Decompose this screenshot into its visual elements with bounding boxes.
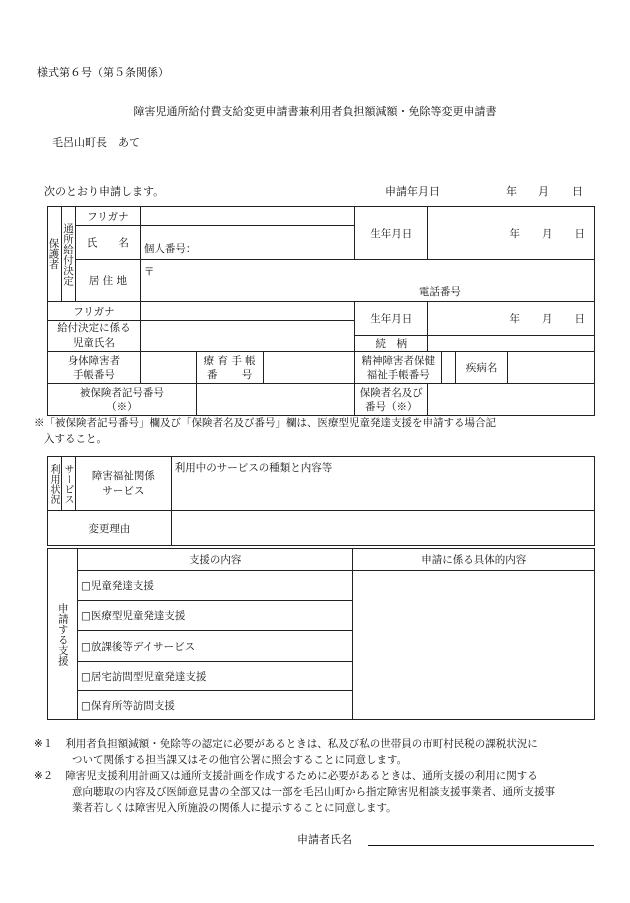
child-furigana-label: フリガナ (48, 302, 141, 321)
change-reason-label: 変更理由 (48, 511, 172, 546)
guardian-group-label: 保護者 (48, 207, 62, 302)
child-birth-month: 月 (542, 313, 553, 325)
guardian-subgroup-label: 通所給付決定 (61, 207, 75, 302)
child-birth-year: 年 (509, 313, 520, 325)
support-content-header: 支援の内容 (77, 549, 352, 571)
intro-text: 次のとおり申請します。 (44, 185, 165, 198)
application-year-label: 年 (506, 185, 517, 198)
page-title: 障害児通所給付費支給変更申請書兼利用者負担額減額・免除等変更申請書 (133, 105, 497, 118)
guardian-address-label: 居 住 地 (75, 260, 140, 302)
support-option-after-school-day-service[interactable]: □放課後等デイサービス (77, 631, 352, 662)
service-detail-field[interactable] (171, 457, 594, 511)
disease-label: 疾病名 (456, 352, 508, 384)
applicant-table (47, 206, 595, 416)
insurer-field[interactable] (428, 384, 595, 416)
note-2-mark: ※２ (34, 770, 54, 782)
disease-field[interactable] (508, 352, 595, 384)
child-relation-field[interactable] (428, 336, 595, 352)
change-reason-field[interactable] (171, 511, 594, 546)
child-name-field[interactable] (140, 321, 354, 352)
application-date-label: 申請年月日 (385, 185, 440, 198)
child-birth-day: 日 (574, 313, 585, 325)
support-detail-field[interactable] (353, 571, 595, 720)
guardian-birth-year: 年 (509, 227, 520, 240)
rehab-handbook-label: 療 育 手 帳 番 号 (196, 352, 263, 384)
guardian-my-number-label: 個人番号： (143, 243, 197, 255)
support-option-child-development[interactable]: □児童発達支援 (77, 571, 352, 601)
mental-handbook-field[interactable] (442, 352, 456, 384)
support-option-medical-child-development[interactable]: □医療型児童発達支援 (77, 601, 352, 631)
consent-note-1: ※１ 利用者負担額減額・免除等の認定に必要があるときは、私及び私の世帯員の市町村民税の課税状況に ついて関係する担当課又はその他官公署に照会することに同意します。 (34, 738, 538, 766)
postal-mark: 〒 (143, 266, 155, 278)
guardian-name-label: 氏 名 (75, 226, 140, 260)
support-table (47, 548, 595, 720)
addressee: 毛呂山町長 あて (52, 136, 140, 149)
support-option-nursery-visit[interactable]: □保育所等訪問支援 (77, 691, 352, 720)
insurance-note: ※「被保険者記号番号」欄及び「保険者名及び番号」欄は、医療型児童発達支援を申請する場合記 入すること。 (34, 417, 496, 445)
child-relation-label: 続 柄 (355, 336, 428, 352)
physical-handbook-field[interactable] (140, 352, 196, 384)
note-1-mark: ※１ (34, 738, 54, 750)
physical-handbook-label: 身体障害者 手帳番号 (48, 352, 141, 384)
application-day-label: 日 (572, 185, 583, 198)
child-birth-label: 生年月日 (355, 302, 428, 336)
guardian-furigana-field[interactable] (140, 207, 354, 226)
guardian-name-field[interactable] (140, 226, 354, 260)
guardian-phone-label: 電話番号 (418, 286, 461, 298)
welfare-service-label: 障害福祉関係 サービス (75, 457, 171, 511)
insured-number-label: 被保険者記号番号 （※） (48, 384, 197, 416)
support-detail-header: 申請に係る具体的内容 (353, 549, 595, 571)
mental-handbook-label: 精神障害者保健 福祉手帳番号 (355, 352, 442, 384)
service-detail-hint: 利用中のサービスの種類と内容等 (174, 462, 333, 474)
support-option-home-visit-child-development[interactable]: □居宅訪問型児童発達支援 (77, 662, 352, 691)
usage-inner-label: サービス (61, 457, 75, 511)
usage-outer-label: 利用状況 (48, 457, 62, 511)
form-number: 様式第６号（第５条関係） (37, 66, 169, 79)
insured-number-field[interactable] (196, 384, 355, 416)
usage-table (47, 456, 595, 546)
insurer-label: 保険者名及び 番号（※） (355, 384, 428, 416)
guardian-birth-field[interactable] (428, 207, 595, 260)
application-month-label: 月 (538, 185, 549, 198)
rehab-handbook-field[interactable] (263, 352, 355, 384)
signature-line[interactable] (368, 845, 594, 846)
signature-label: 申請者氏名 (297, 833, 352, 846)
consent-note-2: ※２ 障害児支援利用計画又は通所支援計画を作成するために必要があるときは、通所支援の利用に関する 意向聴取の内容及び医師意見書の全部又は一部を毛呂山町から指定障害児相談支援事業者、通所支援事 業者若しくは障害児入所施設の関係人に提示することに同意します。 (34, 770, 555, 814)
guardian-furigana-label: フリガナ (75, 207, 140, 226)
guardian-birth-label: 生年月日 (355, 207, 428, 260)
child-birth-field[interactable] (428, 302, 595, 336)
guardian-address-field[interactable] (140, 260, 594, 302)
guardian-birth-day: 日 (574, 227, 585, 240)
guardian-birth-month: 月 (542, 227, 553, 240)
support-side-label: 申請する支援 (48, 549, 78, 720)
child-name-label: 給付決定に係る 児童氏名 (48, 321, 141, 352)
child-furigana-field[interactable] (140, 302, 354, 321)
